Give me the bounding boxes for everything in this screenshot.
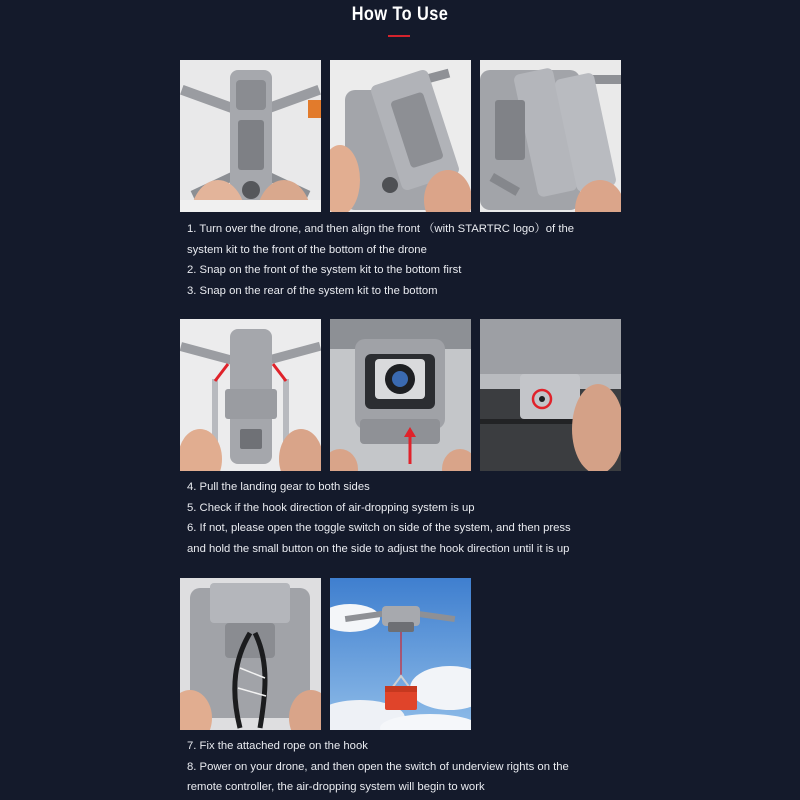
title-underline [388, 35, 410, 37]
page-title: How To Use [351, 4, 449, 25]
step-line: 4. Pull the landing gear to both sides [187, 481, 370, 493]
photo-turn-over-drone [180, 60, 321, 212]
photo-pull-landing-gear [180, 319, 321, 471]
step-line: 3. Snap on the rear of the system kit to the bottom [187, 284, 438, 297]
step-line: system kit to the front of the bottom of the drone [187, 243, 427, 256]
step-line: remote controller, the air-dropping system will begin to work [187, 781, 485, 793]
photo-snap-front [330, 60, 471, 212]
step-line: 5. Check if the hook direction of air-dropping system is up [187, 501, 475, 514]
step-line: 7. Fix the attached rope on the hook [187, 740, 368, 752]
step-line: 6. If not, please open the toggle switch on side of the system, and then press [187, 522, 571, 534]
photo-fix-rope [180, 578, 321, 730]
step-line: 2. Snap on the front of the system kit to the bottom first [187, 264, 462, 276]
steps-group-2 [187, 477, 571, 559]
step-line: 1. Turn over the drone, and then align the front （with STARTRC logo）of the [187, 223, 575, 235]
photo-air-drop-flight [330, 578, 471, 730]
steps-group-3 [187, 736, 569, 798]
photo-check-hook-direction [330, 319, 471, 471]
steps-group-1 [187, 219, 574, 301]
photo-toggle-switch [480, 319, 621, 471]
step-line: and hold the small button on the side to adjust the hook direction until it is up [187, 542, 570, 555]
step-line: 8. Power on your drone, and then open the switch of underview rights on the [187, 760, 569, 773]
photo-snap-rear [480, 60, 621, 212]
